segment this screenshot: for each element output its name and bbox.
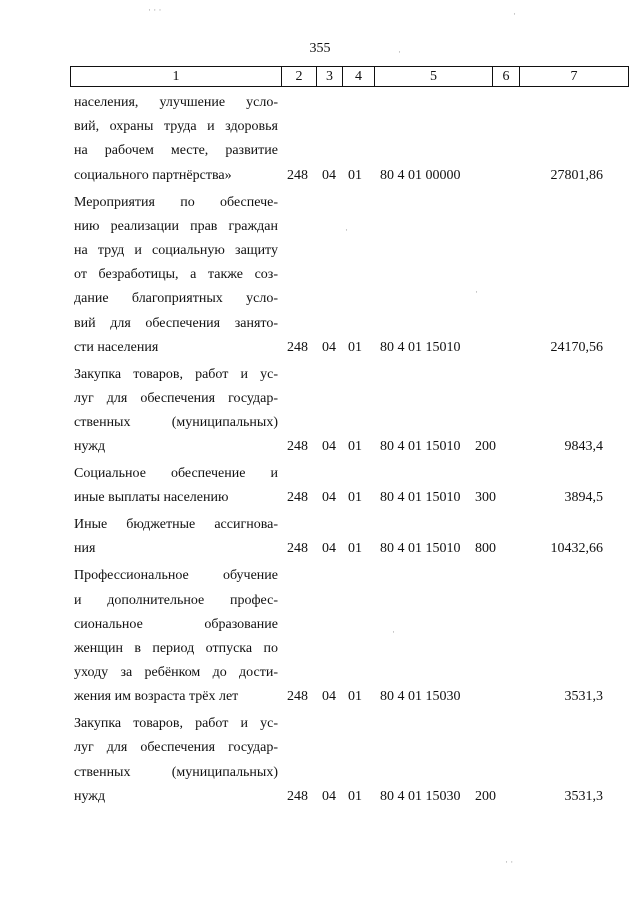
subsection-code: 01 <box>348 339 362 355</box>
description-line: Закупка товаров, работ и ус- <box>74 716 278 732</box>
column-header-2: 2 <box>282 67 317 87</box>
expense-type-code: 800 <box>475 541 496 557</box>
description-line: Закупка товаров, работ и ус- <box>74 366 278 382</box>
amount-value: 3894,5 <box>564 490 603 506</box>
admin-code: 248 <box>287 439 308 455</box>
description-line: нужд <box>74 788 106 804</box>
description-line: Иные бюджетные ассигнова- <box>74 517 278 533</box>
scan-speck: · <box>475 287 478 297</box>
description-line: луг для обеспечения государ- <box>74 390 278 406</box>
target-article-code: 80 4 01 15010 <box>380 439 461 455</box>
amount-value: 3531,3 <box>564 788 603 804</box>
scan-speck: · · <box>505 857 514 867</box>
expense-type-code: 300 <box>475 490 496 506</box>
section-code: 04 <box>322 788 336 804</box>
description-line: нию реализации прав граждан <box>74 218 278 234</box>
description-line: женщин в период отпуска по <box>74 640 278 656</box>
description-line: сти населения <box>74 339 159 355</box>
expense-type-code: 200 <box>475 788 496 804</box>
description-line: ственных (муниципальных) <box>74 415 278 430</box>
amount-value: 10432,66 <box>550 541 603 557</box>
column-header-5: 5 <box>375 67 493 87</box>
scan-speck: · <box>513 9 516 19</box>
scan-speck: · <box>398 47 401 57</box>
subsection-code: 01 <box>348 541 362 557</box>
description-line: уходу за ребёнком до дости- <box>74 665 278 681</box>
description-line: и дополнительное профес- <box>74 592 278 608</box>
description-line: вий для обеспечения занято- <box>74 315 278 331</box>
section-code: 04 <box>322 167 336 183</box>
row-description <box>74 91 278 188</box>
description-line: жения им возраста трёх лет <box>74 689 239 705</box>
subsection-code: 01 <box>348 689 362 705</box>
target-article-code: 80 4 01 15010 <box>380 490 461 506</box>
amount-value: 24170,56 <box>550 339 603 355</box>
scan-speck: · · · <box>148 5 162 15</box>
description-line: населения, улучшение усло- <box>74 95 278 110</box>
section-code: 04 <box>322 689 336 705</box>
column-header-4: 4 <box>343 67 375 87</box>
scan-speck: · <box>345 225 348 235</box>
section-code: 04 <box>322 439 336 455</box>
target-article-code: 80 4 01 15030 <box>380 689 461 705</box>
admin-code: 248 <box>287 490 308 506</box>
description-line: от безработицы, а также соз- <box>74 267 278 283</box>
admin-code: 248 <box>287 339 308 355</box>
admin-code: 248 <box>287 541 308 557</box>
description-line: ния <box>74 541 96 557</box>
description-line: иные выплаты населению <box>74 490 229 506</box>
row-description <box>74 462 278 510</box>
amount-value: 27801,86 <box>550 167 603 183</box>
column-header-6: 6 <box>493 67 520 87</box>
description-line: социального партнёрства» <box>74 167 232 183</box>
row-description <box>74 712 278 809</box>
subsection-code: 01 <box>348 490 362 506</box>
row-description <box>74 363 278 460</box>
description-line: на рабочем месте, развитие <box>74 143 278 159</box>
description-line: Социальное обеспечение и <box>74 466 278 482</box>
target-article-code: 80 4 01 15010 <box>380 339 461 355</box>
expense-type-code: 200 <box>475 439 496 455</box>
subsection-code: 01 <box>348 439 362 455</box>
scan-speck: · <box>392 627 395 637</box>
target-article-code: 80 4 01 00000 <box>380 167 461 183</box>
description-line: луг для обеспечения государ- <box>74 740 278 756</box>
subsection-code: 01 <box>348 167 362 183</box>
column-header-7: 7 <box>520 67 629 87</box>
section-code: 04 <box>322 339 336 355</box>
description-line: сиональное образование <box>74 616 278 632</box>
description-line: ственных (муниципальных) <box>74 764 278 780</box>
row-description <box>74 191 278 360</box>
amount-value: 3531,3 <box>564 689 603 705</box>
row-description <box>74 513 278 561</box>
target-article-code: 80 4 01 15010 <box>380 541 461 557</box>
amount-value: 9843,4 <box>564 439 603 455</box>
column-header-1: 1 <box>71 67 282 87</box>
section-code: 04 <box>322 541 336 557</box>
target-article-code: 80 4 01 15030 <box>380 788 461 804</box>
section-code: 04 <box>322 490 336 506</box>
subsection-code: 01 <box>348 788 362 804</box>
description-line: Профессиональное обучение <box>74 568 278 584</box>
admin-code: 248 <box>287 788 308 804</box>
description-line: вий, охраны труда и здоровья <box>74 119 278 135</box>
admin-code: 248 <box>287 689 308 705</box>
description-line: дание благоприятных усло- <box>74 291 278 307</box>
column-header-3: 3 <box>317 67 343 87</box>
description-line: Мероприятия по обеспече- <box>74 194 278 210</box>
row-description <box>74 564 278 709</box>
admin-code: 248 <box>287 167 308 183</box>
page-number: 355 <box>309 41 331 56</box>
description-line: на труд и социальную защиту <box>74 242 278 258</box>
description-line: нужд <box>74 439 106 455</box>
